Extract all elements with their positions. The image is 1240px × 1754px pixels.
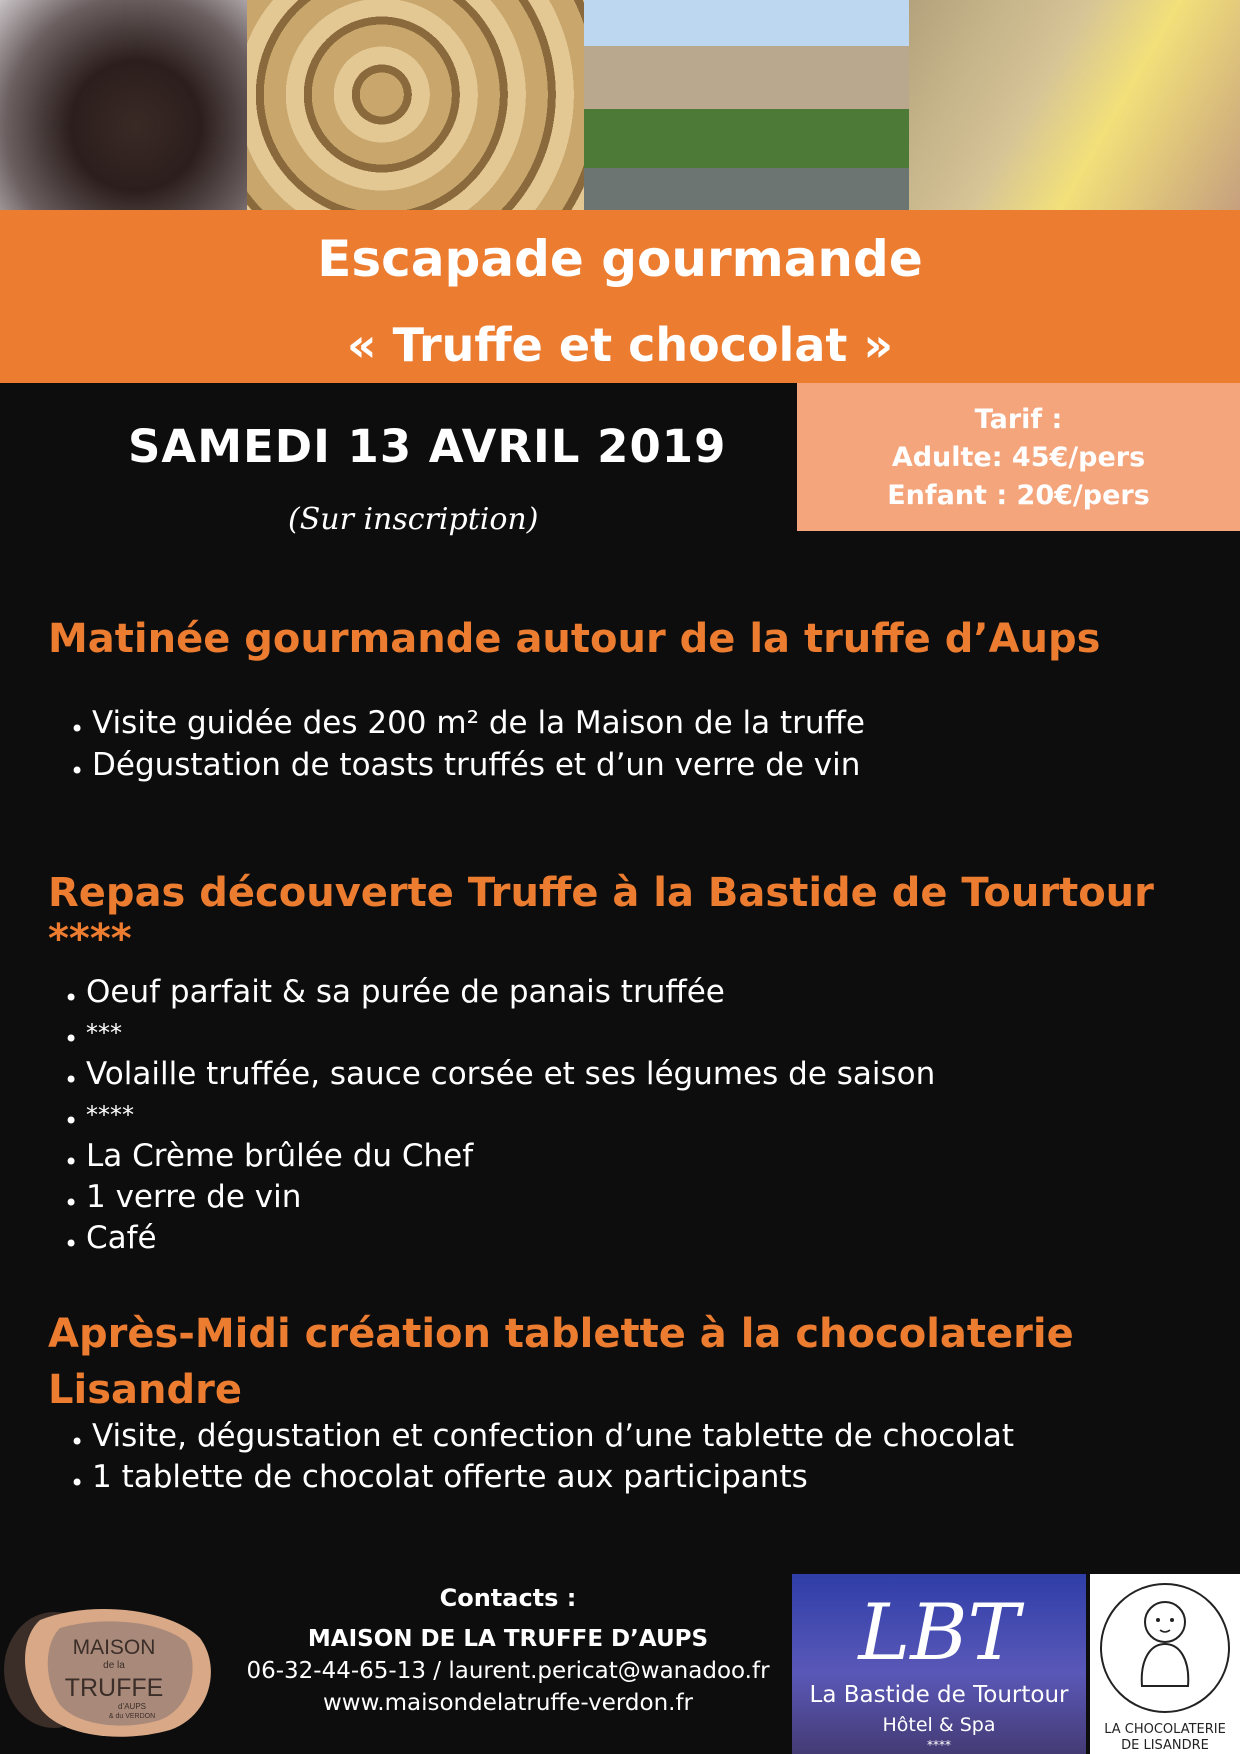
truffle-photo [0, 0, 247, 210]
contacts-heading: Contacts : [439, 1584, 577, 1612]
contacts-block [228, 1584, 788, 1716]
maison-truffe-logo-graphic [0, 1598, 218, 1738]
list-item: • Volaille truffée, sauce corsée et ses légumes de saison [64, 1054, 935, 1095]
list-item: • Visite guidée des 200 m² de la Maison de la truffe [70, 702, 865, 744]
afternoon-title-line1: Après-Midi création tablette à la chocolaterie [48, 1311, 1074, 1357]
event-date: SAMEDI 13 AVRIL 2019 [128, 420, 727, 473]
chocolaterie-logo-line1: LA CHOCOLATERIE [1104, 1722, 1226, 1737]
morning-section-title: Matinée gourmande autour de la truffe d’Aups [48, 616, 1101, 662]
registration-note: (Sur inscription) [288, 502, 539, 537]
list-item: • **** [64, 1095, 935, 1136]
list-item: • 1 tablette de chocolat offerte aux participants [70, 1457, 1014, 1498]
maison-truffe-logo-line2: de la [103, 1660, 125, 1671]
bastide-logo-sub: Hôtel & Spa [882, 1714, 996, 1736]
list-item: • 1 verre de vin [64, 1177, 935, 1218]
maison-truffe-logo-line1: MAISON [72, 1636, 156, 1659]
baby-icon [1090, 1574, 1240, 1724]
pricing-box [797, 383, 1240, 531]
pricing-child: Enfant : 20€/pers [887, 480, 1150, 511]
page-subtitle: « Truffe et chocolat » [346, 318, 894, 372]
truffle-toasts-photo [247, 0, 584, 210]
contact-website[interactable]: www.maisondelatruffe-verdon.fr [322, 1690, 694, 1716]
list-item: • Visite, dégustation et confection d’une tablette de chocolat [70, 1416, 1014, 1457]
bastide-logo-name: La Bastide de Tourtour [809, 1682, 1069, 1708]
list-item: • Café [64, 1218, 935, 1259]
pricing-title: Tarif : [974, 404, 1063, 435]
page-title: Escapade gourmande [317, 230, 923, 288]
chocolaterie-lisandre-logo [1090, 1574, 1240, 1754]
pricing-adult: Adulte: 45€/pers [891, 442, 1146, 473]
maison-truffe-logo-line5: & du VERDON [108, 1713, 156, 1720]
lunch-list [64, 972, 935, 1259]
chocolaterie-logo-line2: DE LISANDRE [1121, 1738, 1209, 1753]
morning-list [70, 702, 865, 786]
list-item: • *** [64, 1013, 935, 1054]
contact-name: MAISON DE LA TRUFFE D’AUPS [307, 1626, 709, 1652]
contact-phone-email[interactable]: 06-32-44-65-13 / laurent.pericat@wanadoo.fr [246, 1658, 770, 1684]
title-banner [0, 210, 1240, 383]
maison-truffe-logo-line4: d’AUPS [117, 1702, 147, 1711]
bastide-tourtour-logo [792, 1574, 1086, 1754]
header-photos [0, 0, 1240, 210]
lunch-section-title: Repas découverte Truffe à la Bastide de Tourtour **** [48, 870, 1154, 962]
chocolaterie-logo-text [1090, 1722, 1240, 1754]
afternoon-section-title [48, 1306, 1074, 1418]
maison-truffe-logo [0, 1598, 218, 1738]
list-item: • Dégustation de toasts truffés et d’un verre de vin [70, 744, 865, 786]
bastide-logo-stars: **** [927, 1738, 951, 1752]
maison-truffe-logo-line3: TRUFFE [64, 1674, 164, 1702]
bastide-hotel-photo [584, 0, 909, 210]
list-item: • La Crème brûlée du Chef [64, 1136, 935, 1177]
afternoon-list [70, 1416, 1014, 1498]
afternoon-title-line2: Lisandre [48, 1367, 242, 1413]
chocolate-making-photo [909, 0, 1240, 210]
bastide-monogram: LBT [858, 1588, 1020, 1678]
list-item: • Oeuf parfait & sa purée de panais truffée [64, 972, 935, 1013]
